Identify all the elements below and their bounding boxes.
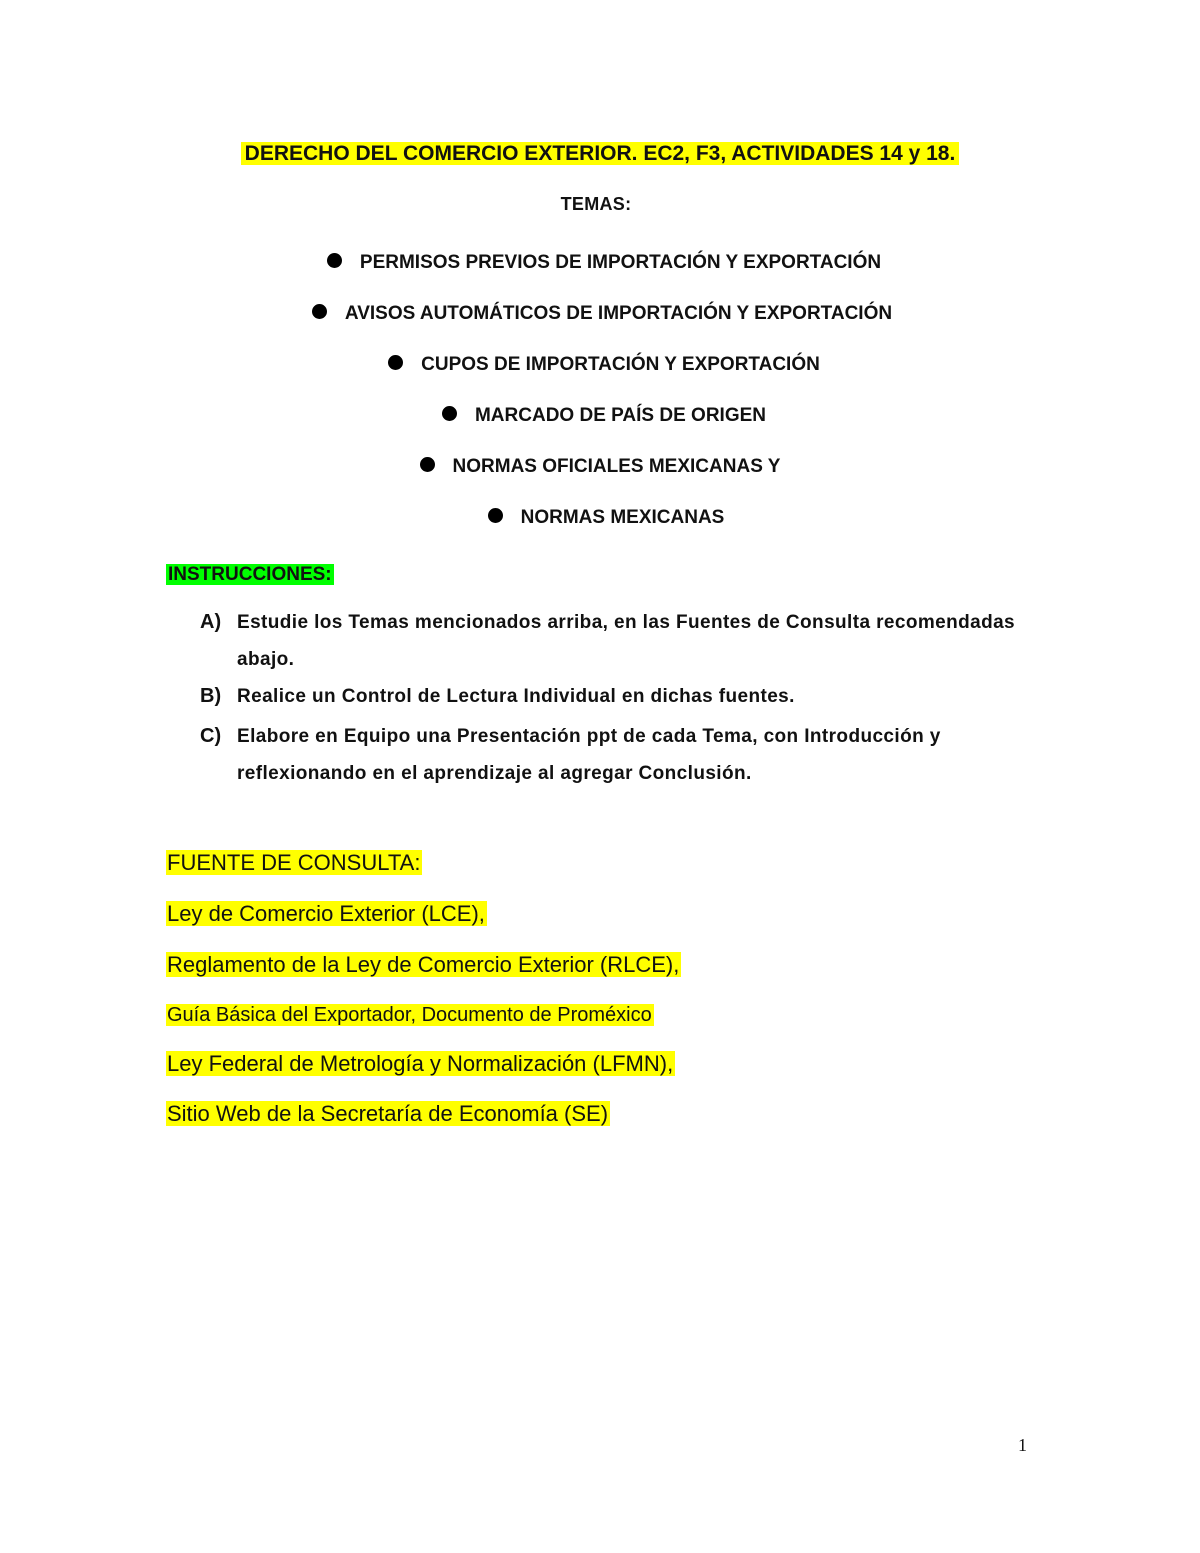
tema-item: [0, 301, 1200, 327]
instrucciones-heading: [166, 562, 334, 588]
instruction-text: Realice un Control de Lectura Individual en dichas fuentes.: [237, 686, 795, 707]
tema-text: MARCADO DE PAÍS DE ORIGEN: [474, 405, 766, 426]
temas-heading: TEMAS:: [560, 194, 632, 214]
fuente-text: Guía Básica del Exportador, Documento de Proméxico: [167, 1004, 652, 1026]
fuente-text: Ley Federal de Metrología y Normalización (LFMN),: [167, 1051, 674, 1076]
bullet-icon: [312, 304, 327, 319]
instruction-text: Elabore en Equipo una Presentación ppt de cada Tema, con Introducción y reflexionando en el aprendizaje al agregar Conclusión.: [237, 726, 941, 784]
instruction-letter: A): [200, 611, 222, 633]
bullet-icon: [488, 508, 503, 523]
fuente-item: [166, 1000, 654, 1030]
bullet-icon: [388, 355, 403, 370]
page-number: 1: [1018, 1435, 1027, 1455]
instruction-item: [200, 604, 1040, 678]
fuente-item: [166, 950, 681, 980]
tema-text: AVISOS AUTOMÁTICOS DE IMPORTACIÓN Y EXPORTACIÓN: [344, 303, 893, 324]
bullet-icon: [442, 406, 457, 421]
tema-item: [0, 352, 1200, 378]
instruction-item: [200, 718, 1040, 792]
fuente-heading-text: FUENTE DE CONSULTA:: [167, 850, 421, 875]
tema-item: [0, 403, 1200, 429]
tema-text: NORMAS MEXICANAS: [520, 507, 725, 528]
tema-item: [0, 250, 1200, 276]
fuente-item: [166, 899, 487, 929]
bullet-icon: [420, 457, 435, 472]
instruction-letter: C): [200, 725, 222, 747]
document-title: [0, 140, 1200, 168]
instrucciones-heading-text: INSTRUCCIONES:: [168, 564, 332, 585]
title-text: DERECHO DEL COMERCIO EXTERIOR. EC2, F3, ACTIVIDADES 14 y 18.: [241, 142, 960, 165]
fuente-text: Ley de Comercio Exterior (LCE),: [167, 901, 485, 926]
bullet-icon: [327, 253, 342, 268]
fuente-heading: [166, 848, 422, 878]
instruction-letter: B): [200, 685, 222, 707]
fuente-item: [166, 1099, 610, 1129]
tema-item: [0, 454, 1200, 480]
instruction-item: [200, 678, 1040, 715]
fuente-item: [166, 1049, 675, 1079]
fuente-text: Reglamento de la Ley de Comercio Exterior (RLCE),: [167, 952, 680, 977]
tema-text: PERMISOS PREVIOS DE IMPORTACIÓN Y EXPORTACIÓN: [359, 252, 882, 273]
fuente-text: Sitio Web de la Secretaría de Economía (SE): [167, 1101, 609, 1126]
instruction-text: Estudie los Temas mencionados arriba, en las Fuentes de Consulta recomendadas abajo.: [237, 612, 1016, 670]
tema-text: CUPOS DE IMPORTACIÓN Y EXPORTACIÓN: [421, 354, 820, 375]
tema-text: NORMAS OFICIALES MEXICANAS Y: [452, 456, 781, 477]
tema-item: [0, 505, 1200, 531]
